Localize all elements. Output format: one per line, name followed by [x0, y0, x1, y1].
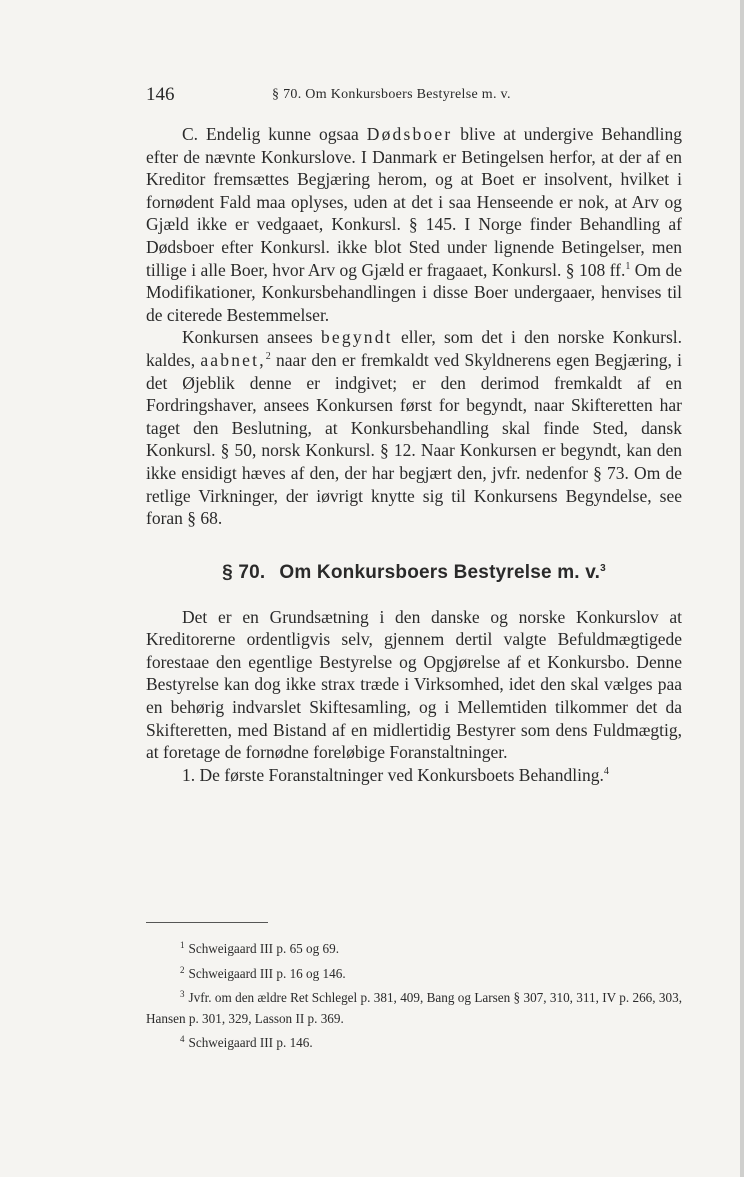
footnote	[146, 1029, 682, 1054]
footnote-text: Schweigaard III p. 146.	[188, 1035, 313, 1050]
footnote-mark: 4	[180, 1034, 185, 1044]
text-run: Konkursen ansees	[182, 327, 321, 348]
section-title: Om Konkursboers Bestyrelse m. v.	[279, 561, 601, 583]
page-number: 146	[146, 84, 175, 105]
running-title: § 70. Om Konkursboers Bestyrelse m. v.	[272, 87, 511, 102]
footnote-mark: 2	[180, 964, 185, 975]
text-run: aabnet,	[200, 349, 266, 370]
footnote-ref: 3	[600, 562, 606, 574]
footnote-text: Jvfr. om den ældre Ret Schlegel p. 381, 409, Bang og Larsen § 307, 310, 311, IV p. 266, 303, Hansen p. 301, 329, Lasson II p. 369.	[146, 990, 682, 1026]
paragraph	[146, 606, 682, 764]
text-run: Det er en Grundsætning i den danske og norske Konkurslov at Kreditorerne ordentligvis selv, gjennem dertil valgte Befuldmægtigede forestaae den egentlige Bestyrelse og Opgjørelse af et Konkursbo. Denne Bestyrelse kan dog ikke strax træde i Virksomhed, idet den skal vælges paa en behørig indvarslet Skiftesamling, og i Mellemtiden tilkommer det da Skifteretten, med Bistand af en midlertidig Bestyrer som dens Fuldmægtig, at foretage de fornødne foreløbige Foranstaltninger.	[146, 606, 682, 763]
text-run: Dødsboer	[366, 124, 453, 144]
footnote-mark: 3	[180, 989, 185, 999]
footnote-text: Schweigaard III p. 65 og 69.	[188, 941, 340, 956]
paragraph	[146, 123, 682, 326]
text-run: eller, som det i den norske Konkursl. kaldes,	[146, 327, 682, 370]
paragraph	[146, 764, 682, 787]
footnote-text: Schweigaard III p. 16 og 146.	[188, 965, 346, 981]
text-run: begyndt	[320, 327, 393, 348]
text-run: C. Endelig kunne ogsaa	[182, 124, 367, 144]
footnote-rule	[146, 922, 268, 923]
text-run: Om de Modifikationer, Konkursbehandlingen i disse Boer undergaaer, henvises til de citerede Bestemmelser.	[146, 259, 682, 325]
page-header	[146, 84, 666, 110]
footnote	[146, 984, 682, 1029]
text-run: blive at undergive Behandling efter de nævnte Konkurslove. I Danmark er Betingelsen herfor, at der af en Kreditor fremsættes Begjæring herom, og at Boet er insolvent, hvilket i fornødent Fald maa oplyses, uden at det i saa Henseende er nok, at Arv og Gjæld ikke er vedgaaet, Konkursl. § 145. I Norge finder Behandling af Dødsboer efter Konkursl. ikke blot Sted under lignende Betingelser, men tillige i alle Boer, hvor Arv og Gjæld er fragaaet, Konkursl. § 108 ff.	[146, 124, 682, 280]
footnote-mark: 1	[180, 940, 185, 950]
footnote-ref: 4	[603, 765, 609, 777]
footnote	[146, 935, 682, 960]
footnote	[146, 960, 682, 985]
footnote-ref: 2	[265, 350, 271, 362]
text-run: 1. De første Foranstaltninger ved Konkursboets Behandling.	[182, 764, 604, 785]
main-text	[146, 123, 682, 786]
text-run: naar den er fremkaldt ved Skyldnerens egen Begjæring, i det Øjeblik denne er indgivet; er den derimod fremkaldt af en Fordringshaver, ansees Konkursen først for begyndt, naar Skifteretten har taget den Beslutning, at Konkursbehandling skal finde Sted, dansk Konkursl. § 50, norsk Konkursl. § 12. Naar Konkursen er begyndt, kan den ikke ensidigt hæves af den, der har begjært den, jvfr. nedenfor § 73. Om de retlige Virkninger, der iøvrigt knytte sig til Konkursens Begyndelse, see foran § 68.	[146, 349, 682, 529]
section-heading	[146, 562, 682, 584]
page-edge	[740, 0, 744, 1177]
section-number: § 70.	[222, 561, 266, 583]
paragraph	[146, 326, 682, 529]
footnote-ref: 1	[625, 260, 631, 272]
footnotes	[146, 935, 682, 1054]
